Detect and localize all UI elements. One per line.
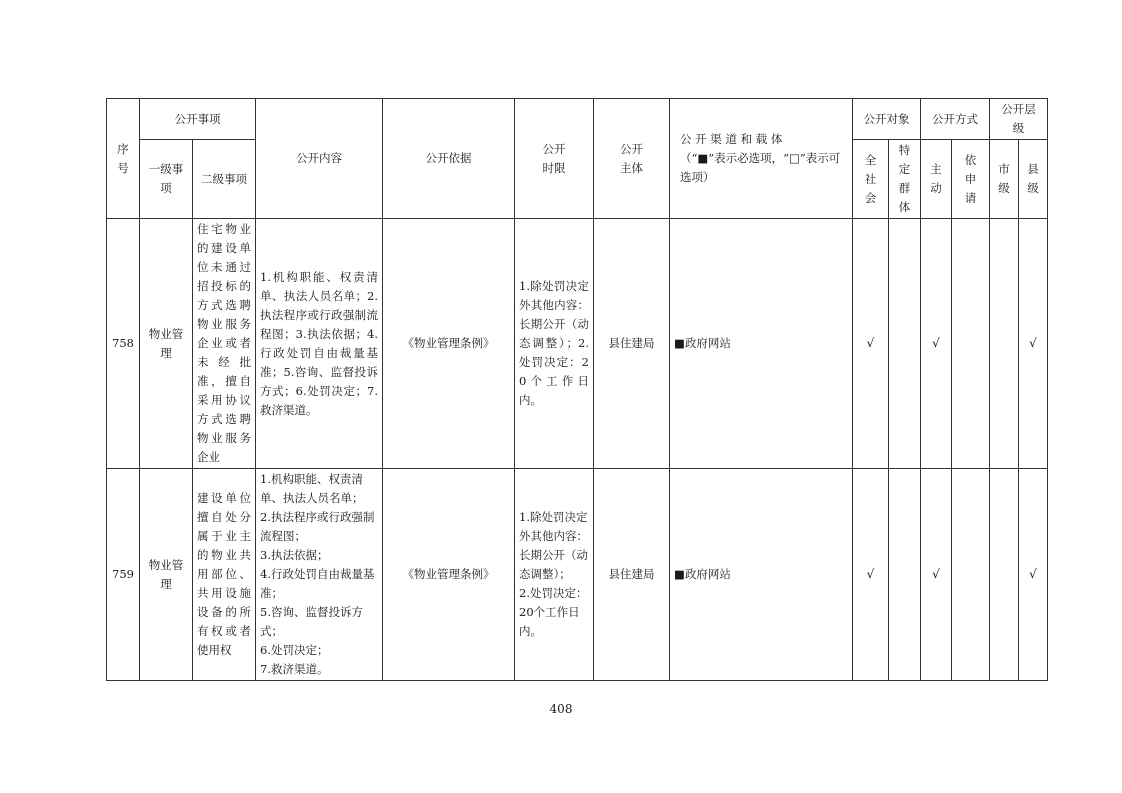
header-level: 公开层 级	[990, 99, 1048, 140]
header-subject: 公开 主体	[594, 99, 670, 219]
row-level2: 住宅物业的建设单位未通过招投标的方式选聘物业服务企业或者未经批准，擅自采用协议方式选聘物业服务企业	[193, 219, 256, 469]
header-content: 公开内容	[256, 99, 383, 219]
header-channel: 公 开 渠 道 和 载 体 （“■”表示必选项，“□”表示可选项）	[670, 99, 853, 219]
row-level-county-check: √	[1019, 219, 1048, 469]
header-level2: 二级事项	[193, 140, 256, 219]
row-subject: 县住建局	[594, 219, 670, 469]
header-seq: 序 号	[107, 99, 140, 219]
header-public-items: 公开事项	[140, 99, 256, 140]
row-time-limit: 1.除处罚决定外其他内容：长期公开（动态调整）； 2.处罚决定：20个工作日内。	[515, 469, 594, 681]
row-level-city-check	[990, 219, 1019, 469]
row-content: 1.机构职能、权责清单、执法人员名单； 2.执法程序或行政强制流程图； 3.执法依据； 4.行政处罚自由裁量基准； 5.咨询、监督投诉方式； 6.处罚决定； 7.救济渠道。	[256, 469, 383, 681]
header-method-request: 依 申 请	[952, 140, 990, 219]
row-method-request-check	[952, 469, 990, 681]
table-row	[107, 469, 1048, 681]
row-channel: ■政府网站	[670, 219, 853, 469]
row-target-all-check: √	[853, 469, 889, 681]
row-target-specific-check	[889, 219, 921, 469]
header-level1: 一级事 项	[140, 140, 193, 219]
header-target-all: 全 社 会	[853, 140, 889, 219]
row-level1: 物业管 理	[140, 219, 193, 469]
header-target-specific: 特 定 群 体	[889, 140, 921, 219]
row-method-request-check	[952, 219, 990, 469]
row-method-active-check: √	[921, 469, 952, 681]
header-target: 公开对象	[853, 99, 921, 140]
row-seq: 758	[107, 219, 140, 469]
header-method-active: 主 动	[921, 140, 952, 219]
row-level2: 建设单位擅自处分属于业主的物业共用部位、共用设施设备的所有权或者使用权	[193, 469, 256, 681]
header-time-limit: 公开 时限	[515, 99, 594, 219]
row-target-specific-check	[889, 469, 921, 681]
row-method-active-check: √	[921, 219, 952, 469]
header-level-county: 县 级	[1019, 140, 1048, 219]
row-seq: 759	[107, 469, 140, 681]
row-basis: 《物业管理条例》	[383, 219, 515, 469]
header-basis: 公开依据	[383, 99, 515, 219]
row-channel: ■政府网站	[670, 469, 853, 681]
row-content: 1.机构职能、权责清单、执法人员名单；2.执法程序或行政强制流程图；3.执法依据；4.行政处罚自由裁量基准；5.咨询、监督投诉方式；6.处罚决定；7.救济渠道。	[256, 219, 383, 469]
row-level-city-check	[990, 469, 1019, 681]
row-level1: 物业管 理	[140, 469, 193, 681]
row-time-limit: 1.除处罚决定外其他内容：长期公开（动态调整）；2.处罚决定：20个工作日内。	[515, 219, 594, 469]
row-basis: 《物业管理条例》	[383, 469, 515, 681]
row-level-county-check: √	[1019, 469, 1048, 681]
row-subject: 县住建局	[594, 469, 670, 681]
disclosure-table	[106, 98, 1048, 681]
header-level-city: 市 级	[990, 140, 1019, 219]
page-number: 408	[549, 702, 573, 716]
row-target-all-check: √	[853, 219, 889, 469]
header-method: 公开方式	[921, 99, 990, 140]
table-row	[107, 219, 1048, 469]
